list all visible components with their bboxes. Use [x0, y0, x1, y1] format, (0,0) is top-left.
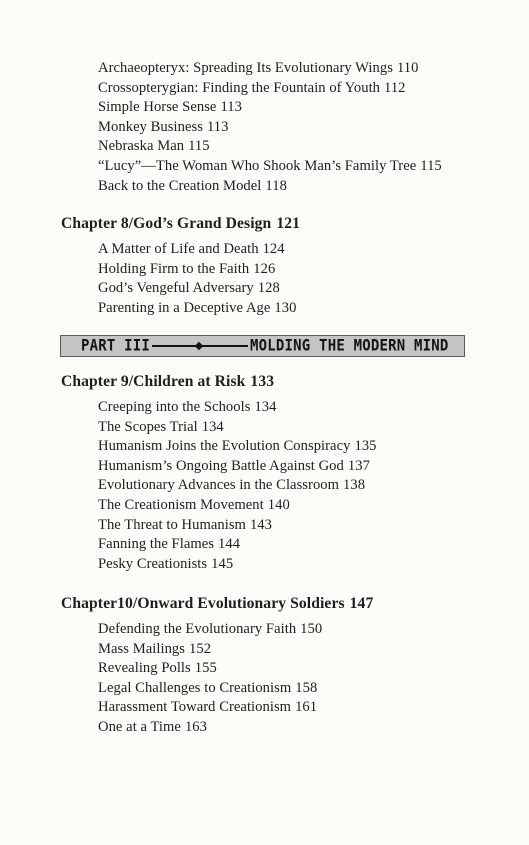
- entry-page: 145: [211, 555, 234, 572]
- toc-entry: [98, 299, 296, 319]
- entry-title: Fanning the Flames: [98, 536, 215, 553]
- entry-page: 126: [253, 260, 276, 277]
- toc-entry: [98, 79, 442, 99]
- toc-entry: [98, 476, 377, 496]
- entry-title: One at a Time: [98, 718, 181, 735]
- entry-title: Mass Mailings: [98, 640, 186, 657]
- entry-page: 158: [295, 679, 318, 696]
- toc-section-chapter9: [98, 398, 377, 574]
- toc-entry: [98, 59, 442, 79]
- toc-entry: [98, 418, 377, 438]
- entry-title: Back to the Creation Model: [98, 177, 262, 194]
- entry-page: 113: [220, 99, 242, 116]
- entry-title: Evolutionary Advances in the Classroom: [98, 477, 340, 494]
- toc-entry: [98, 640, 322, 660]
- entry-page: 135: [354, 438, 377, 455]
- entry-title: Archaeopteryx: Spreading Its Evolutionary Wings: [98, 60, 393, 76]
- entry-page: 115: [420, 157, 442, 174]
- toc-entry: [98, 659, 322, 679]
- entry-title: The Scopes Trial: [98, 418, 198, 435]
- entry-page: 112: [384, 79, 406, 96]
- entry-page: 134: [254, 399, 277, 415]
- entry-title: Monkey Business: [98, 118, 203, 135]
- toc-entry: [98, 157, 442, 177]
- entry-page: 113: [206, 118, 229, 135]
- ornament-rule: [152, 342, 248, 350]
- toc-entry: [98, 279, 296, 299]
- entry-page: 143: [249, 516, 272, 533]
- entry-title: Crossopterygian: Finding the Fountain of Youth: [98, 79, 381, 96]
- toc-entry: [98, 535, 377, 555]
- toc-entry: [98, 177, 442, 197]
- entry-title: The Creationism Movement: [98, 496, 264, 513]
- toc-entry: [98, 260, 296, 280]
- entry-title: Harassment Toward Creationism: [98, 699, 292, 716]
- entry-title: Defending the Evolutionary Faith: [98, 621, 297, 637]
- entry-title: Legal Challenges to Creationism: [98, 679, 292, 696]
- toc-entry: [98, 437, 377, 457]
- entry-page: 118: [265, 177, 287, 194]
- entry-page: 138: [343, 477, 366, 494]
- entry-title: A Matter of Life and Death: [98, 241, 259, 257]
- toc-entry: [98, 496, 377, 516]
- entry-page: 137: [347, 457, 370, 474]
- entry-title: Pesky Creationists: [98, 555, 208, 572]
- entry-title: Humanism Joins the Evolution Conspiracy: [98, 438, 351, 455]
- chapter-heading-8: [61, 214, 300, 234]
- toc-entry: [98, 398, 377, 418]
- entry-title: Revealing Polls: [98, 660, 191, 677]
- toc-section-chapter10: [98, 620, 322, 738]
- toc-section-chapter8: [98, 240, 296, 318]
- toc-entry: [98, 516, 377, 536]
- chapter-heading-9: [61, 372, 274, 392]
- entry-page: 134: [201, 418, 224, 435]
- chapter-title: Chapter 8/God’s Grand Design: [61, 215, 272, 232]
- toc-entry: [98, 698, 322, 718]
- entry-page: 163: [184, 718, 207, 735]
- entry-page: 110: [396, 60, 419, 76]
- toc-entry: [98, 457, 377, 477]
- chapter-title: Chapter10/Onward Evolutionary Soldiers: [61, 595, 345, 612]
- entry-page: 150: [300, 621, 323, 637]
- entry-page: 115: [188, 138, 210, 155]
- part-label: PART III: [81, 336, 151, 356]
- entry-title: The Threat to Humanism: [98, 516, 246, 533]
- part-banner: [60, 335, 465, 357]
- chapter-page: 147: [349, 595, 374, 612]
- chapter-page: 121: [276, 215, 301, 232]
- toc-section-chapter7-continued: [98, 59, 442, 196]
- entry-title: Simple Horse Sense: [98, 99, 217, 116]
- entry-title: Humanism’s Ongoing Battle Against God: [98, 457, 344, 474]
- toc-entry: [98, 137, 442, 157]
- chapter-title: Chapter 9/Children at Risk: [61, 373, 246, 390]
- chapter-page: 133: [250, 373, 275, 390]
- toc-entry: [98, 98, 442, 118]
- toc-entry: [98, 679, 322, 699]
- entry-title: Parenting in a Deceptive Age: [98, 299, 271, 316]
- entry-page: 140: [267, 496, 290, 513]
- toc-entry: [98, 240, 296, 260]
- part-title: MOLDING THE MODERN MIND: [250, 336, 449, 356]
- toc-entry: [98, 555, 377, 575]
- entry-title: Creeping into the Schools: [98, 399, 251, 415]
- entry-page: 155: [194, 660, 217, 677]
- entry-page: 144: [218, 536, 241, 553]
- entry-title: Holding Firm to the Faith: [98, 260, 250, 277]
- entry-title: “Lucy”—The Woman Who Shook Man’s Family Tree: [98, 157, 417, 174]
- entry-title: Nebraska Man: [98, 138, 185, 155]
- entry-page: 128: [257, 280, 280, 297]
- entry-title: God’s Vengeful Adversary: [98, 280, 254, 297]
- chapter-heading-10: [61, 594, 373, 614]
- entry-page: 161: [295, 699, 318, 716]
- toc-entry: [98, 118, 442, 138]
- entry-page: 124: [262, 241, 285, 257]
- entry-page: 152: [189, 640, 212, 657]
- entry-page: 130: [274, 299, 297, 316]
- diamond-ornament-icon: [195, 341, 203, 349]
- toc-entry: [98, 620, 322, 640]
- toc-entry: [98, 718, 322, 738]
